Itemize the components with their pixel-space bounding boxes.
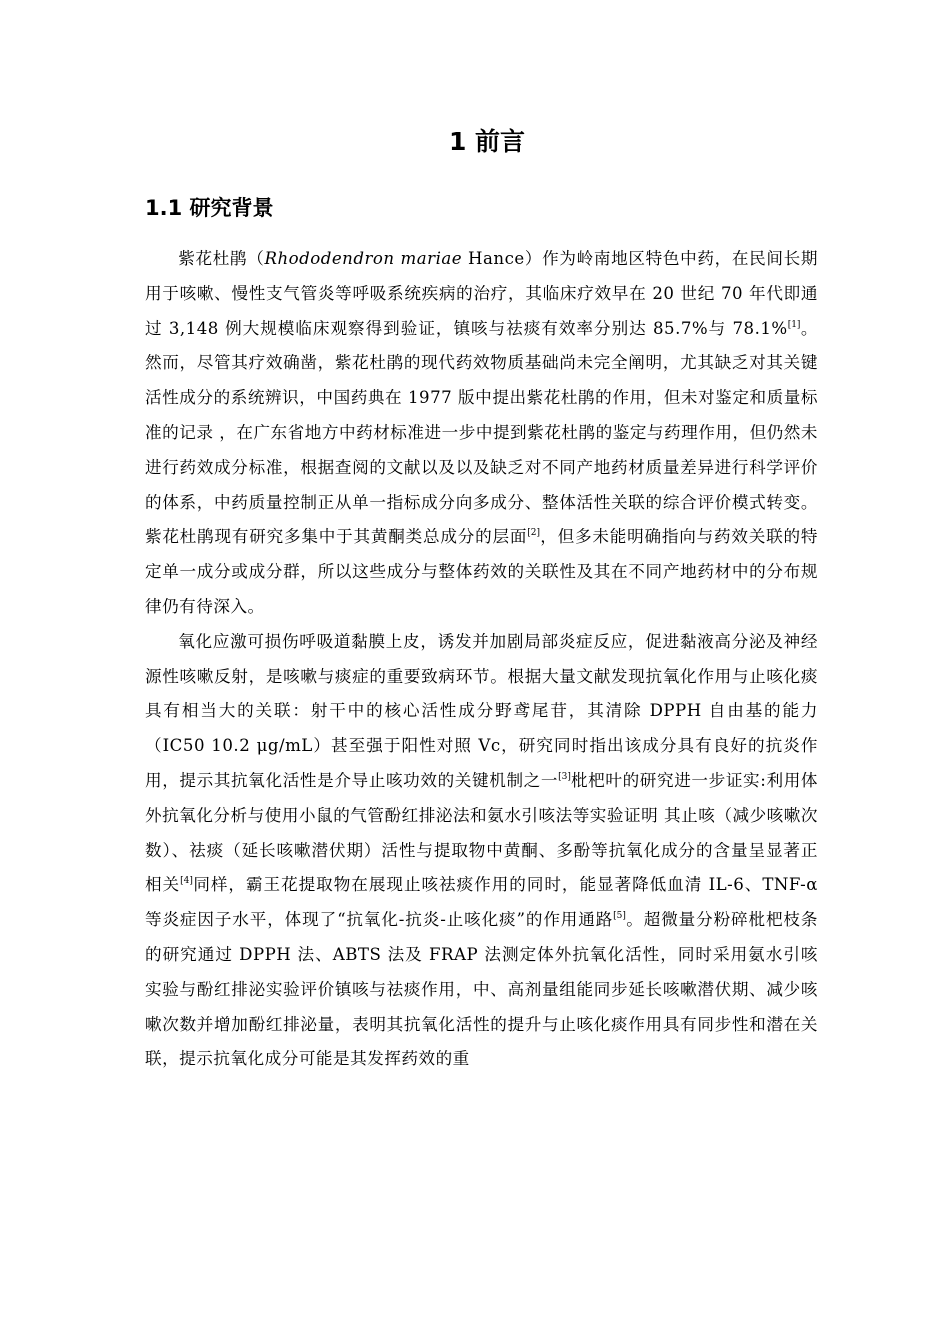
body-text [145,242,818,1077]
citation-ref[interactable]: [2] [527,528,540,539]
paragraph-text: 。超微量分粉碎枇杷枝条的研究通过 DPPH 法、ABTS 法及 FRAP 法测定体外抗氧化活性，同时采用氨水引咳实验与酚红排泌实验评价镇咳与祛痰作用，中、高剂量组能同步延长咳嗽潜伏期、减少咳嗽次数并增加酚红排泌量，表明其抗氧化活性的提升与止咳化痰作用具有同步性和潜在关联，提示抗氧化成分可能是其发挥药效的重 [145,910,818,1069]
section-title: 1.1 研究背景 [145,196,274,220]
citation-ref[interactable]: [3] [558,771,571,782]
paragraph-2 [145,625,818,1077]
paragraph-text: ，但多未能明确指向与药效关联的特定单一成分或成分群，所以这些成分与整体药效的关联性及其在不同产地药材中的分布规律仍有待深入。 [145,527,818,616]
citation-ref[interactable]: [5] [613,911,626,922]
citation-ref[interactable]: [4] [180,876,193,887]
chapter-title: 1 前言 [448,127,526,156]
paragraph-text: 紫花杜鹃（ [178,249,265,268]
species-name: Rhododendron mariae [264,249,463,268]
paragraph-text: 。然而，尽管其疗效确凿，紫花杜鹃的现代药效物质基础尚未完全阐明，尤其缺乏对其关键活性成分的系统辨识，中国药典在 1977 版中提出紫花杜鹃的作用，但未对鉴定和质量标准的记录 ，在广东省地方中药材标准进一步中提到紫花杜鹃的鉴定与药理作用，但仍然未进行药效成分标准，根据查阅的文献以及以及缺乏对不同产地药材质量差异进行科学评价的体系，中药质量控制正从单一指标成分向多成分、整体活性关联的综合评价模式转变。紫花杜鹃现有研究多集中于其黄酮类总成分的层面 [145,318,819,547]
citation-ref[interactable]: [1] [787,319,801,330]
paragraph-text: 同样，霸王花提取物在展现止咳祛痰作用的同时，能显著降低血清 IL-6、TNF-α 等炎症因子水平，体现了“抗氧化-抗炎-止咳化痰”的作用通路 [145,875,818,930]
paragraph-1 [145,242,818,625]
paragraph-text: Hance）作为岭南地区特色中药，在民间长期用于咳嗽、慢性支气管炎等呼吸系统疾病的治疗，其临床疗效早在 20 世纪 70 年代即通过 3,148 例大规模临床观察得到验证，镇咳与祛痰有效率分别达 85.7%与 78.1% [145,249,818,338]
paragraph-text: 枇杷叶的研究进一步证实:利用体外抗氧化分析与使用小鼠的气管酚红排泌法和氨水引咳法等实验证明 其止咳（减少咳嗽次数）、祛痰（延长咳嗽潜伏期）活性与提取物中黄酮、多酚等抗氧化成分的含量呈显著正相关 [145,770,818,895]
paragraph-text: 氧化应激可损伤呼吸道黏膜上皮，诱发并加剧局部炎症反应，促进黏液高分泌及神经源性咳嗽反射，是咳嗽与痰症的重要致病环节。根据大量文献发现抗氧化作用与止咳化痰具有相当大的关联：射干中的核心活性成分野鸢尾苷，其清除 DPPH 自由基的能力（IC50 10.2 μg/mL）甚至强于阳性对照 Vc，研究同时指出该成分具有良好的抗炎作用，提示其抗氧化活性是介导止咳功效的关键机制之一 [145,631,818,790]
